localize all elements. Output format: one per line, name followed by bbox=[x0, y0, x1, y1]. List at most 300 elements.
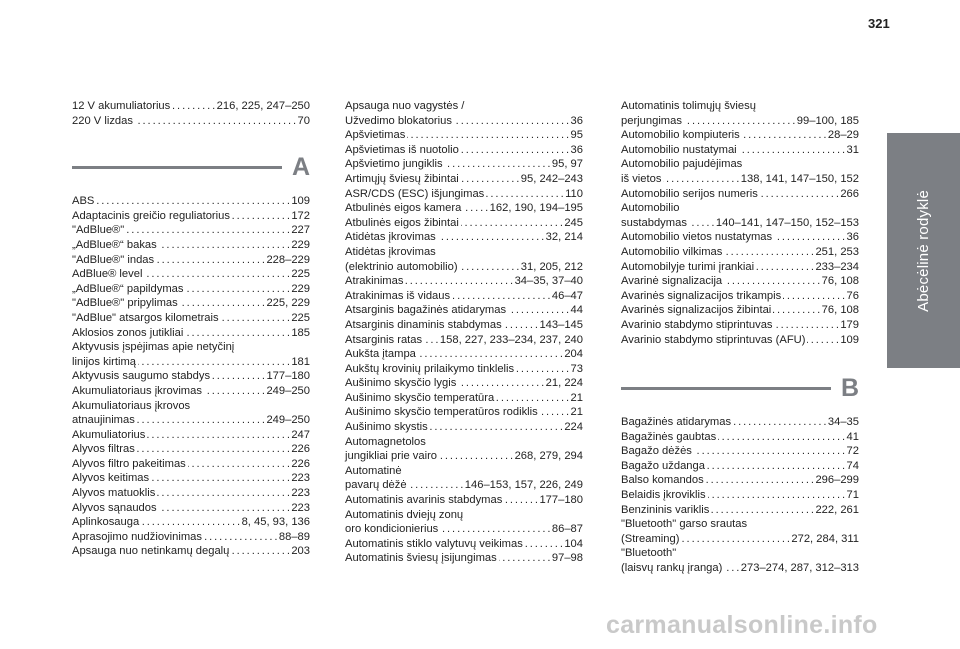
side-tab-label-wrap bbox=[887, 133, 960, 368]
index-entry bbox=[72, 223, 310, 238]
dot-leader bbox=[499, 551, 550, 566]
dot-leader bbox=[461, 143, 569, 158]
index-entry-term: Atsarginis dinaminis stabdymas bbox=[345, 318, 502, 331]
index-entry-term: Apšvietimas iš nuotolio bbox=[345, 143, 459, 156]
letter-glyph: B bbox=[840, 374, 859, 403]
index-entry-term: Aprasojimo nudžiovinimas bbox=[72, 530, 202, 543]
index-entry bbox=[72, 311, 310, 326]
index-entry bbox=[72, 114, 310, 129]
index-entry-pages: 140–141, 147–150, 152–153 bbox=[715, 216, 859, 229]
index-entry-pages: 177–180 bbox=[539, 494, 583, 507]
index-entry bbox=[345, 391, 583, 406]
dot-leader bbox=[525, 537, 563, 552]
index-entry-pages: 31 bbox=[846, 143, 859, 156]
index-entry-term: Apšvietimas bbox=[345, 129, 406, 142]
col2-list bbox=[345, 99, 583, 566]
index-entry-pages: 203 bbox=[291, 545, 310, 558]
index-entry-pages: 36 bbox=[570, 143, 583, 156]
index-entry-heading: Automatinis dviejų zonų bbox=[345, 508, 464, 521]
index-entry-term: Artimųjų šviesų žibintai bbox=[345, 172, 459, 185]
dot-leader bbox=[452, 289, 550, 304]
index-entry bbox=[621, 260, 859, 275]
dot-leader bbox=[504, 318, 538, 333]
index-entry-pages: 31, 205, 212 bbox=[520, 260, 583, 273]
index-entry-term: Aktyvusis saugumo stabdys bbox=[72, 370, 211, 383]
index-entry-term: Avarinė signalizacija bbox=[621, 275, 723, 288]
index-entry-pages: 222, 261 bbox=[815, 503, 859, 516]
dot-leader bbox=[159, 501, 290, 516]
index-entry-term: Atsarginis ratas bbox=[345, 333, 423, 346]
dot-leader bbox=[724, 274, 820, 289]
dot-leader bbox=[733, 415, 826, 430]
index-entry-pages: 109 bbox=[291, 195, 310, 208]
index-entry-term: ABS bbox=[72, 195, 95, 208]
index-entry-heading: Automagnetolos bbox=[345, 435, 426, 448]
dot-leader bbox=[508, 303, 568, 318]
index-entry-pages: 162, 190, 194–195 bbox=[489, 202, 583, 215]
index-entry-term: Aušinimo skysčio lygis bbox=[345, 377, 457, 390]
index-entry-term: (Streaming) bbox=[621, 532, 680, 545]
index-entry-pages: 172 bbox=[291, 209, 310, 222]
index-entry bbox=[621, 289, 859, 304]
index-entry-term: Belaidis įkroviklis bbox=[621, 489, 706, 502]
index-entry-term: Aušinimo skysčio temperatūra bbox=[345, 391, 495, 404]
index-entry bbox=[345, 449, 583, 464]
index-entry bbox=[621, 444, 859, 459]
index-entry-term: Avarinės signalizacijos trikampis bbox=[621, 289, 782, 302]
index-entry-term: Atsarginis bagažinės atidarymas bbox=[345, 304, 507, 317]
index-entry-pages: 185 bbox=[291, 326, 310, 339]
index-entry-term: perjungimas bbox=[621, 114, 682, 127]
dot-leader bbox=[137, 413, 265, 428]
dot-leader bbox=[540, 405, 569, 420]
dot-leader bbox=[405, 274, 512, 289]
index-entry-term: Automobilio nustatymai bbox=[621, 143, 737, 156]
index-entry-pages: 46–47 bbox=[551, 289, 583, 302]
index-entry-term: Atrakinimas iš vidaus bbox=[345, 289, 451, 302]
index-entry-heading: Automobilio bbox=[621, 202, 680, 215]
dot-leader bbox=[438, 230, 544, 245]
index-entry bbox=[621, 503, 859, 518]
index-entry bbox=[72, 457, 310, 472]
index-entry-term: Automobilio serijos numeris bbox=[621, 187, 758, 200]
index-entry-term: Aušinimo skystis bbox=[345, 421, 428, 434]
index-entry-pages: 273–274, 287, 312–313 bbox=[740, 562, 859, 575]
index-entry bbox=[621, 274, 859, 289]
dot-leader bbox=[221, 311, 290, 326]
index-entry-term: Aplinkosauga bbox=[72, 516, 140, 529]
dot-leader bbox=[708, 488, 845, 503]
index-entry-pages: 272, 284, 311 bbox=[791, 532, 859, 545]
index-entry-pages: 225 bbox=[291, 268, 310, 281]
dot-leader bbox=[706, 473, 814, 488]
index-entry-pages: 95 bbox=[570, 129, 583, 142]
index-entry-pages: 110 bbox=[565, 187, 583, 200]
index-entry-term: Automatinis avarinis stabdymas bbox=[345, 494, 503, 507]
index-entry-pages: 143–145 bbox=[539, 318, 583, 331]
index-entry-pages: 181 bbox=[291, 355, 310, 368]
index-entry-term: oro kondicionierius bbox=[345, 523, 439, 536]
letter-heading-b bbox=[621, 373, 859, 413]
dot-leader bbox=[707, 459, 845, 474]
index-entry-pages: 97–98 bbox=[551, 552, 583, 565]
dot-leader bbox=[157, 486, 289, 501]
index-entry-pages: 224 bbox=[564, 421, 583, 434]
index-entry bbox=[621, 532, 859, 547]
dot-leader bbox=[742, 128, 826, 143]
index-entry-pages: 76, 108 bbox=[821, 275, 859, 288]
index-entry bbox=[621, 488, 859, 503]
index-entry-pages: 251, 253 bbox=[815, 245, 859, 258]
index-entry bbox=[345, 420, 583, 435]
index-entry bbox=[345, 143, 583, 158]
index-entry-term: Adaptacinis greičio reguliatorius bbox=[72, 209, 230, 222]
dot-leader bbox=[204, 384, 264, 399]
index-entry bbox=[621, 230, 859, 245]
index-entry-term: Alyvos filtras bbox=[72, 443, 135, 456]
index-entry-heading: Atidėtas įkrovimas bbox=[345, 245, 436, 258]
dot-leader bbox=[159, 238, 290, 253]
index-entry bbox=[72, 369, 310, 384]
dot-leader bbox=[147, 428, 289, 443]
dot-leader bbox=[231, 544, 289, 559]
index-entry-pages: 28–29 bbox=[827, 129, 859, 142]
index-entry-pages: 228–229 bbox=[266, 253, 310, 266]
index-entry bbox=[345, 216, 583, 231]
dot-leader bbox=[138, 355, 289, 370]
dot-leader bbox=[440, 522, 550, 537]
dot-leader bbox=[418, 347, 562, 362]
index-entry-pages: 104 bbox=[564, 537, 583, 550]
dot-leader bbox=[204, 530, 277, 545]
index-entry-term: Apsauga nuo netinkamų degalų bbox=[72, 545, 230, 558]
index-entry-pages: 34–35 bbox=[827, 416, 859, 429]
index-entry bbox=[72, 486, 310, 501]
index-entry-pages: 249–250 bbox=[266, 384, 310, 397]
dot-leader bbox=[684, 114, 795, 129]
index-entry bbox=[621, 459, 859, 474]
index-entry-pages: 99–100, 185 bbox=[796, 114, 859, 127]
dot-leader bbox=[463, 201, 487, 216]
dot-leader bbox=[430, 420, 563, 435]
index-entry-pages: 225 bbox=[291, 311, 310, 324]
dot-leader bbox=[504, 493, 537, 508]
index-entry-term: Aklosios zonos jutikliai bbox=[72, 326, 184, 339]
index-entry bbox=[72, 530, 310, 545]
index-entry bbox=[72, 355, 310, 370]
index-entry-pages: 44 bbox=[570, 304, 583, 317]
index-entry bbox=[72, 253, 310, 268]
dot-leader bbox=[739, 143, 845, 158]
index-entry bbox=[345, 318, 583, 333]
index-entry-term: "AdBlue®" bbox=[72, 224, 125, 237]
index-entry-pages: 177–180 bbox=[266, 370, 310, 383]
index-entry-term: Automobilio kompiuteris bbox=[621, 129, 740, 142]
index-entry bbox=[621, 473, 859, 488]
index-entry-term: 12 V akumuliatorius bbox=[72, 100, 171, 112]
index-entry-term: iš vietos bbox=[621, 172, 662, 185]
index-entry-term: ASR/CDS (ESC) išjungimas bbox=[345, 187, 485, 200]
index-entry-term: "AdBlue®" pripylimas bbox=[72, 297, 178, 310]
index-entry-pages: 249–250 bbox=[266, 414, 310, 427]
index-entry-term: AdBlue® level bbox=[72, 268, 143, 281]
dot-leader bbox=[663, 172, 738, 187]
index-entry-heading: Automobilio pajudėjimas bbox=[621, 158, 743, 171]
index-entry-term: Avarinio stabdymo stiprintuvas (AFU) bbox=[621, 333, 806, 346]
index-entry-pages: 179 bbox=[840, 318, 859, 331]
index-entry bbox=[621, 561, 859, 576]
index-entry-term: Alyvos matuoklis bbox=[72, 487, 156, 500]
index-column-3 bbox=[621, 99, 859, 576]
dot-leader bbox=[496, 391, 568, 406]
dot-leader bbox=[439, 449, 513, 464]
index-entry bbox=[621, 245, 859, 260]
dot-leader bbox=[718, 430, 844, 445]
index-entry-term: Atbulinės eigos kamera bbox=[345, 202, 462, 215]
index-entry-heading: Automatinis tolimųjų šviesų bbox=[621, 100, 756, 112]
index-entry-term: Užvedimo blokatorius bbox=[345, 114, 452, 127]
index-entry-term: Aušinimo skysčio temperatūros rodiklis bbox=[345, 406, 538, 419]
dot-leader bbox=[188, 457, 290, 472]
index-entry bbox=[72, 194, 310, 209]
index-entry bbox=[72, 544, 310, 559]
index-entry-term: Automobilio vietos nustatymas bbox=[621, 231, 773, 244]
dot-leader bbox=[424, 333, 438, 348]
index-entry-pages: 225, 229 bbox=[266, 297, 310, 310]
index-entry bbox=[72, 515, 310, 530]
index-entry bbox=[345, 522, 583, 537]
index-entry-term: jungikliai prie vairo bbox=[345, 450, 438, 463]
dot-leader bbox=[694, 444, 845, 459]
index-entry bbox=[72, 428, 310, 443]
index-entry bbox=[345, 551, 583, 566]
dot-leader bbox=[773, 303, 819, 318]
index-entry-pages: 109 bbox=[840, 333, 859, 346]
dot-leader bbox=[135, 114, 296, 129]
index-entry-pages: 21 bbox=[570, 406, 583, 419]
dot-leader bbox=[141, 515, 239, 530]
index-entry bbox=[621, 172, 859, 187]
index-entry-pages: 95, 242–243 bbox=[520, 172, 583, 185]
index-entry bbox=[621, 318, 859, 333]
index-entry-term: "AdBlue®" indas bbox=[72, 253, 155, 266]
index-entry-pages: 158, 227, 233–234, 237, 240 bbox=[439, 333, 583, 346]
dot-leader bbox=[407, 128, 568, 143]
dot-leader bbox=[724, 245, 813, 260]
index-entry-pages: 70 bbox=[297, 114, 310, 127]
index-entry-pages: 32, 214 bbox=[545, 231, 583, 244]
dot-leader bbox=[185, 282, 289, 297]
dot-leader bbox=[724, 561, 738, 576]
dot-leader bbox=[760, 187, 839, 202]
index-entry-pages: 296–299 bbox=[815, 474, 859, 487]
index-entry-term: Atrakinimas bbox=[345, 275, 404, 288]
letter-rule bbox=[72, 166, 282, 169]
index-entry-term: linijos kirtimą bbox=[72, 355, 137, 368]
index-entry-pages: 36 bbox=[846, 231, 859, 244]
letter-rule bbox=[621, 387, 831, 390]
dot-leader bbox=[151, 471, 289, 486]
index-entry bbox=[72, 384, 310, 399]
index-entry-pages: 146–153, 157, 226, 249 bbox=[464, 479, 583, 492]
dot-leader bbox=[460, 260, 519, 275]
index-entry-term: Avarinio stabdymo stiprintuvas bbox=[621, 318, 773, 331]
index-entry bbox=[345, 376, 583, 391]
index-entry-term: „AdBlue®“ bakas bbox=[72, 238, 157, 251]
col1-top-list bbox=[72, 99, 310, 128]
dot-leader bbox=[458, 376, 543, 391]
index-entry-pages: 138, 141, 147–150, 152 bbox=[740, 172, 859, 185]
index-entry-term: Akumuliatoriaus įkrovimas bbox=[72, 384, 202, 397]
index-entry-heading: "Bluetooth" bbox=[621, 547, 677, 560]
index-entry bbox=[345, 493, 583, 508]
dot-leader bbox=[681, 532, 789, 547]
letter-heading-a bbox=[72, 152, 310, 192]
index-column-1 bbox=[72, 99, 310, 559]
index-column-2 bbox=[345, 99, 583, 566]
section-a-list bbox=[72, 194, 310, 559]
index-entry-term: Automatinis stiklo valytuvų veikimas bbox=[345, 537, 523, 550]
index-entry-pages: 21 bbox=[570, 391, 583, 404]
index-entry bbox=[345, 172, 583, 187]
index-entry-pages: 71 bbox=[846, 489, 859, 502]
index-entry bbox=[345, 201, 583, 216]
index-entry bbox=[345, 333, 583, 348]
index-entry-term: Aukštų krovinių prilaikymo tinklelis bbox=[345, 362, 515, 375]
page-number: 321 bbox=[868, 16, 890, 31]
index-entry bbox=[345, 128, 583, 143]
index-entry-pages: 268, 279, 294 bbox=[514, 450, 583, 463]
index-entry-pages: 76, 108 bbox=[821, 304, 859, 317]
index-entry-pages: 72 bbox=[846, 445, 859, 458]
dot-leader bbox=[232, 209, 289, 224]
dot-leader bbox=[212, 369, 264, 384]
index-entry bbox=[345, 157, 583, 172]
index-entry bbox=[345, 405, 583, 420]
index-entry bbox=[345, 303, 583, 318]
index-entry-term: „AdBlue®“ papildymas bbox=[72, 282, 184, 295]
index-entry-term: Automobilio vilkimas bbox=[621, 245, 723, 258]
index-entry-term: Automatinis šviesų įsijungimas bbox=[345, 552, 497, 565]
dot-leader bbox=[711, 503, 813, 518]
dot-leader bbox=[756, 260, 813, 275]
index-entry-pages: 229 bbox=[291, 282, 310, 295]
index-entry-term: Benzininis variklis bbox=[621, 503, 710, 516]
index-entry-term: Atidėtas įkrovimas bbox=[345, 231, 436, 244]
index-entry bbox=[621, 114, 859, 129]
index-entry bbox=[345, 114, 583, 129]
index-entry-pages: 74 bbox=[846, 459, 859, 472]
index-entry bbox=[345, 478, 583, 493]
index-entry-term: Avarinės signalizacijos žibintai bbox=[621, 304, 772, 317]
index-entry-pages: 266 bbox=[840, 187, 859, 200]
index-entry-term: (laisvų rankų įranga) bbox=[621, 562, 723, 575]
index-entry bbox=[621, 303, 859, 318]
index-entry bbox=[345, 230, 583, 245]
index-entry-term: atnaujinimas bbox=[72, 414, 135, 427]
letter-glyph: A bbox=[291, 153, 310, 182]
index-entry bbox=[72, 267, 310, 282]
dot-leader bbox=[783, 289, 844, 304]
index-entry-pages: 223 bbox=[291, 487, 310, 500]
dot-leader bbox=[689, 216, 714, 231]
index-entry-term: Aukšta įtampa bbox=[345, 348, 416, 361]
dot-leader bbox=[96, 194, 289, 209]
index-entry-term: "AdBlue" atsargos kilometrais bbox=[72, 311, 219, 324]
index-entry-pages: 227 bbox=[291, 224, 310, 237]
dot-leader bbox=[144, 267, 289, 282]
side-tab-label: Abėcėlinė rodyklė bbox=[915, 189, 932, 312]
watermark: carmanualsonline.info bbox=[606, 611, 878, 639]
index-entry-pages: 229 bbox=[291, 238, 310, 251]
index-entry-pages: 247 bbox=[291, 428, 310, 441]
col3-list bbox=[621, 99, 859, 347]
index-entry-term: pavarų dėžė bbox=[345, 479, 407, 492]
index-entry bbox=[72, 442, 310, 457]
dot-leader bbox=[172, 99, 214, 114]
index-entry-pages: 95, 97 bbox=[551, 158, 583, 171]
index-entry-term: Automobilyje turimi įrankiai bbox=[621, 260, 755, 273]
dot-leader bbox=[461, 216, 563, 231]
index-entry-pages: 245 bbox=[564, 216, 583, 229]
dot-leader bbox=[126, 223, 289, 238]
index-entry-term: (elektrinio automobilio) bbox=[345, 260, 458, 273]
index-entry-pages: 73 bbox=[570, 362, 583, 375]
index-entry-term: Balso komandos bbox=[621, 474, 704, 487]
index-entry-pages: 86–87 bbox=[551, 523, 583, 536]
index-entry-pages: 88–89 bbox=[278, 530, 310, 543]
index-entry bbox=[345, 274, 583, 289]
index-entry-term: 220 V lizdas bbox=[72, 114, 133, 127]
index-entry-term: Alyvos filtro pakeitimas bbox=[72, 457, 186, 470]
index-entry-term: Alyvos keitimas bbox=[72, 472, 150, 485]
index-entry bbox=[345, 537, 583, 552]
index-entry-term: Bagažo uždanga bbox=[621, 459, 705, 472]
index-entry-heading: Automatinė bbox=[345, 464, 402, 477]
index-entry-pages: 34–35, 37–40 bbox=[514, 275, 583, 288]
dot-leader bbox=[807, 333, 838, 348]
index-entry bbox=[72, 413, 310, 428]
index-entry-pages: 8, 45, 93, 136 bbox=[241, 516, 310, 529]
dot-leader bbox=[516, 362, 568, 377]
dot-leader bbox=[486, 187, 563, 202]
dot-leader bbox=[180, 296, 265, 311]
index-entry-term: Apšvietimo jungiklis bbox=[345, 158, 443, 171]
index-entry-pages: 21, 224 bbox=[545, 377, 583, 390]
index-entry-pages: 76 bbox=[846, 289, 859, 302]
dot-leader bbox=[409, 478, 463, 493]
index-entry-pages: 233–234 bbox=[815, 260, 859, 273]
dot-leader bbox=[454, 114, 569, 129]
index-entry bbox=[72, 238, 310, 253]
dot-leader bbox=[137, 442, 290, 457]
index-entry bbox=[621, 143, 859, 158]
index-entry-pages: 36 bbox=[570, 114, 583, 127]
index-entry-pages: 223 bbox=[291, 501, 310, 514]
index-entry-heading: Akumuliatoriaus įkrovos bbox=[72, 399, 191, 412]
dot-leader bbox=[775, 318, 839, 333]
index-entry-pages: 41 bbox=[846, 430, 859, 443]
index-entry-pages: 226 bbox=[291, 457, 310, 470]
index-entry-heading: Apsauga nuo vagystės / bbox=[345, 100, 465, 112]
index-entry bbox=[345, 347, 583, 362]
index-entry-pages: 223 bbox=[291, 472, 310, 485]
index-entry bbox=[72, 209, 310, 224]
index-entry bbox=[345, 260, 583, 275]
index-entry-heading: Aktyvusis įspėjimas apie netyčinį bbox=[72, 341, 235, 354]
dot-leader bbox=[461, 172, 519, 187]
index-entry bbox=[72, 471, 310, 486]
